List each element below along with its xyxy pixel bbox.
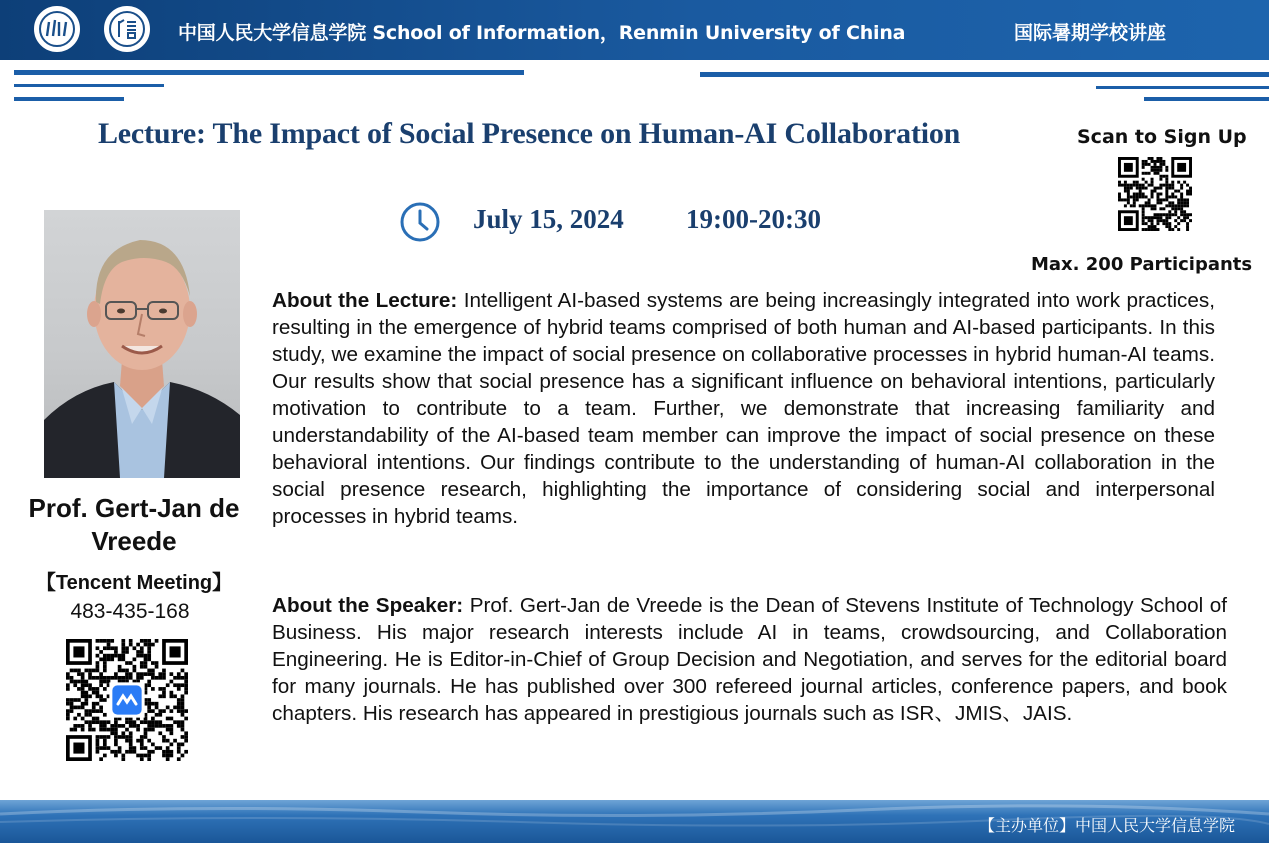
renmin-university-seal-icon (34, 6, 80, 52)
lecture-series-label: 国际暑期学校讲座 (1014, 22, 1167, 44)
decorative-stripe (1144, 97, 1269, 101)
decorative-stripe (14, 70, 524, 75)
lecture-title: Lecture: The Impact of Social Presence on Human-AI Collaboration (98, 117, 961, 150)
tencent-meeting-label: 【Tencent Meeting】 (35, 572, 233, 594)
about-lecture-text: Intelligent AI-based systems are being increasingly integrated into work practices, resulting in the emergence of hybrid teams comprised of both human and AI-based participants. In this study, we examine the impact of social presence on collaborative processes in hybrid human-AI teams. Our results show that social presence has a significant influence on behavioral intentions, particularly motivation to contribute to a team. Further, we demonstrate that increasing familiarity and understandability of the AI-based team member can improve the impact of social presence on these behavioral intentions. Our findings contribute to the understanding of human-AI collaboration in the social presence research, highlighting the importance of considering social and interpersonal processes in hybrid teams. (272, 289, 1215, 528)
about-speaker-heading: About the Speaker: (272, 594, 464, 617)
school-of-information-logo-icon (104, 6, 150, 52)
scan-to-sign-up-label: Scan to Sign Up (1077, 126, 1247, 148)
tencent-meeting-qr-code[interactable] (66, 639, 188, 761)
organizer-label: 【主办单位】中国人民大学信息学院 (978, 816, 1235, 835)
decorative-stripe (700, 72, 1269, 77)
lecture-time: 19:00-20:30 (686, 204, 821, 234)
header-title: 中国人民大学信息学院 School of Information，Renmin University of China (178, 22, 906, 44)
max-participants-label: Max. 200 Participants (1031, 254, 1253, 275)
speaker-name: Prof. Gert-Jan de Vreede (28, 493, 240, 556)
about-lecture-heading: About the Lecture: (272, 289, 458, 312)
clock-icon (399, 201, 441, 243)
about-speaker-text: Prof. Gert-Jan de Vreede is the Dean of Stevens Institute of Technology School of Business. His major research interests include AI in teams, crowdsourcing, and Collaboration Engineering. He is Editor-in-Chief of Group Decision and Negotiation, and serves for the editorial board for many journals. He has published over 300 refereed journal articles, conference papers, and book chapters. His research has appeared in prestigious journals such as ISR、JMIS、JAIS. (272, 594, 1228, 725)
decorative-stripe (14, 97, 124, 101)
decorative-stripe (14, 84, 164, 87)
footer-bar (0, 800, 1269, 843)
header-bar (0, 0, 1269, 60)
lecture-date: July 15, 2024 (473, 204, 624, 234)
speaker-photo (44, 210, 240, 478)
about-speaker-paragraph (272, 592, 1227, 727)
meeting-id: 483-435-168 (70, 600, 190, 623)
decorative-stripe (1096, 86, 1269, 89)
about-lecture-paragraph (272, 287, 1215, 530)
signup-qr-code[interactable] (1118, 157, 1192, 231)
